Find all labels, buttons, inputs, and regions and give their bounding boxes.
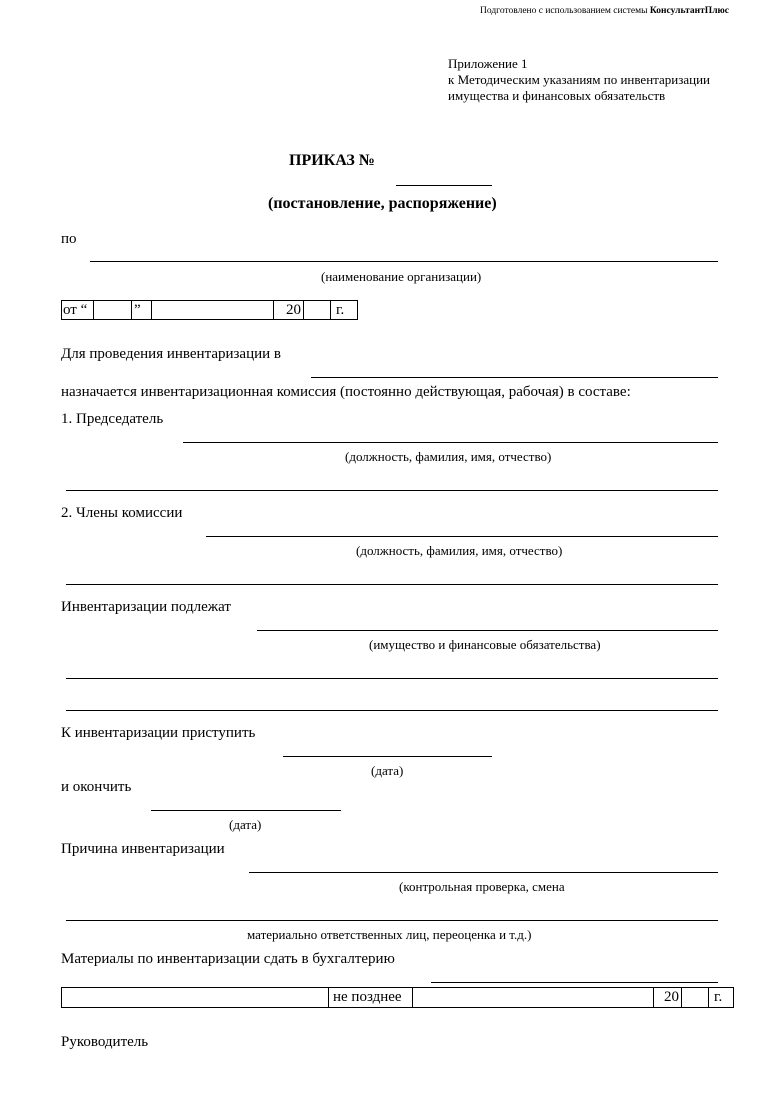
prepared-note	[480, 6, 729, 16]
start-label: К инвентаризации приступить	[61, 725, 256, 741]
deadline-year-prefix: 20	[653, 988, 681, 1007]
members-label: 2. Члены комиссии	[61, 505, 183, 521]
date-month-cell[interactable]	[151, 301, 273, 319]
date-year-prefix: 20	[273, 301, 303, 319]
appendix-line-2: к Методическим указаниям по инвентаризации	[448, 72, 710, 87]
end-date-caption: (дата)	[229, 817, 262, 832]
reason-caption-2: материально ответственных лиц, переоценка и т.д.)	[247, 927, 532, 942]
reason-line[interactable]	[249, 872, 718, 873]
start-date-line[interactable]	[283, 756, 492, 757]
members-extra-line[interactable]	[66, 584, 718, 585]
date-close-quote: ”	[131, 301, 151, 319]
org-caption: (наименование организации)	[321, 269, 482, 284]
end-label: и окончить	[61, 779, 132, 795]
deadline-year-suffix: г.	[708, 988, 733, 1007]
order-number-line[interactable]	[396, 185, 492, 186]
by-label: по	[61, 231, 77, 247]
members-line[interactable]	[206, 536, 718, 537]
chairman-line[interactable]	[183, 442, 718, 443]
subject-extra-line-1[interactable]	[66, 678, 718, 679]
start-date-caption: (дата)	[371, 763, 404, 778]
subject-caption: (имущество и финансовые обязательства)	[369, 637, 601, 652]
reason-caption-1: (контрольная проверка, смена	[399, 879, 565, 894]
materials-line[interactable]	[431, 982, 718, 983]
commission-text: назначается инвентаризационная комиссия (постоянно действующая, рабочая) в составе:	[61, 384, 631, 400]
subject-line[interactable]	[257, 630, 718, 631]
end-date-line[interactable]	[151, 810, 341, 811]
order-subtitle: (постановление, распоряжение)	[268, 195, 497, 212]
deadline-date-cell[interactable]	[412, 988, 653, 1007]
reason-label: Причина инвентаризации	[61, 841, 225, 857]
deadline-blank-cell[interactable]	[62, 988, 328, 1007]
chairman-caption: (должность, фамилия, имя, отчество)	[345, 449, 552, 464]
subject-extra-line-2[interactable]	[66, 710, 718, 711]
date-day-cell[interactable]	[93, 301, 131, 319]
appendix-line-1: Приложение 1	[448, 56, 528, 71]
members-caption: (должность, фамилия, имя, отчество)	[356, 543, 563, 558]
deadline-label: не позднее	[328, 988, 412, 1007]
subject-label: Инвентаризации подлежат	[61, 599, 231, 615]
order-title: ПРИКАЗ №	[289, 152, 375, 169]
reason-extra-line[interactable]	[66, 920, 718, 921]
materials-label: Материалы по инвентаризации сдать в бухгалтерию	[61, 951, 395, 967]
deadline-year-cell[interactable]	[681, 988, 708, 1007]
date-from-label: от “	[63, 302, 88, 318]
prepared-prefix: Подготовлено с использованием системы	[480, 6, 648, 16]
appendix-line-3: имущества и финансовых обязательств	[448, 88, 666, 103]
date-year-suffix: г.	[330, 301, 357, 319]
date-year-cell[interactable]	[303, 301, 330, 319]
organization-name-line[interactable]	[90, 261, 718, 262]
head-label: Руководитель	[61, 1034, 149, 1050]
conduct-label: Для проведения инвентаризации в	[61, 346, 281, 362]
chairman-label: 1. Председатель	[61, 411, 164, 427]
chairman-extra-line[interactable]	[66, 490, 718, 491]
prepared-brand: КонсультантПлюс	[649, 6, 729, 16]
conduct-place-line[interactable]	[311, 377, 718, 378]
